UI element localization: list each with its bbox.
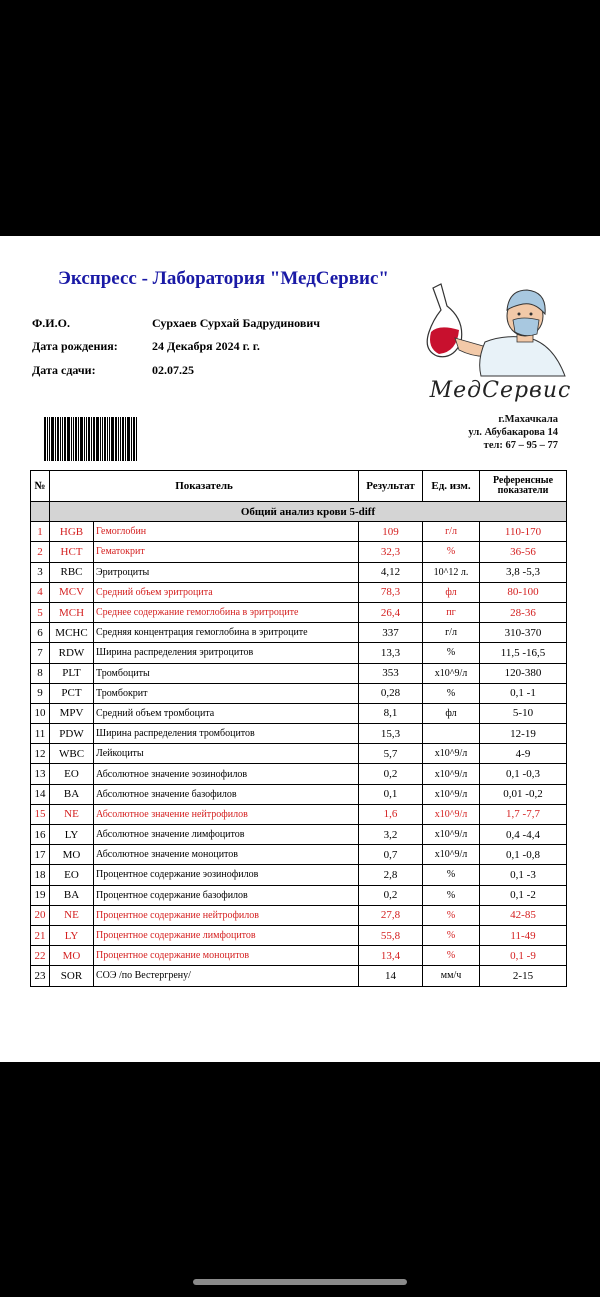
row-code: PLT [50, 663, 94, 683]
barcode-bar [55, 417, 56, 461]
row-indicator-name: Тромбокрит [94, 683, 359, 703]
header-unit: Ед. изм. [423, 471, 480, 502]
row-result: 26,4 [359, 602, 423, 622]
row-number: 19 [31, 885, 50, 905]
row-indicator-name: Абсолютное значение моноцитов [94, 845, 359, 865]
table-row [31, 825, 567, 845]
barcode-bar [96, 417, 99, 461]
barcode-bar [49, 417, 50, 461]
row-code: BA [50, 885, 94, 905]
row-code: MO [50, 845, 94, 865]
row-reference: 11-49 [480, 925, 567, 945]
row-result: 0,7 [359, 845, 423, 865]
row-code: LY [50, 925, 94, 945]
row-number: 7 [31, 643, 50, 663]
barcode-bar [118, 417, 119, 461]
row-reference: 3,8 -5,3 [480, 562, 567, 582]
row-number: 4 [31, 582, 50, 602]
section-spacer [31, 502, 50, 522]
table-row [31, 542, 567, 562]
row-number: 11 [31, 724, 50, 744]
row-code: LY [50, 825, 94, 845]
row-reference: 0,1 -2 [480, 885, 567, 905]
row-unit [423, 724, 480, 744]
row-reference: 120-380 [480, 663, 567, 683]
row-indicator-name: Тромбоциты [94, 663, 359, 683]
patient-dob-label: Дата рождения: [32, 339, 118, 353]
row-number: 21 [31, 925, 50, 945]
row-number: 12 [31, 744, 50, 764]
barcode-bar [125, 417, 126, 461]
row-code: BA [50, 784, 94, 804]
table-header-row [31, 471, 567, 502]
row-indicator-name: Среднее содержание гемоглобина в эритроците [94, 602, 359, 622]
table-row [31, 865, 567, 885]
row-code: SOR [50, 966, 94, 986]
header-reference: Референсные показатели [480, 471, 567, 502]
table-row [31, 623, 567, 643]
lab-title: Экспресс - Лаборатория "МедСервис" [58, 268, 389, 289]
row-indicator-name: Абсолютное значение лимфоцитов [94, 825, 359, 845]
row-unit: % [423, 925, 480, 945]
row-unit: х10^9/л [423, 804, 480, 824]
row-reference: 1,7 -7,7 [480, 804, 567, 824]
barcode-bar [104, 417, 106, 461]
row-number: 16 [31, 825, 50, 845]
header-number: № [31, 471, 50, 502]
row-result: 337 [359, 623, 423, 643]
row-unit: г/л [423, 522, 480, 542]
row-reference: 5-10 [480, 703, 567, 723]
row-code: HGB [50, 522, 94, 542]
row-indicator-name: Абсолютное значение базофилов [94, 784, 359, 804]
row-result: 0,2 [359, 885, 423, 905]
row-indicator-name: Процентное содержание нейтрофилов [94, 905, 359, 925]
table-row [31, 744, 567, 764]
table-row [31, 724, 567, 744]
row-code: PDW [50, 724, 94, 744]
row-unit: % [423, 946, 480, 966]
row-indicator-name: Лейкоциты [94, 744, 359, 764]
table-row [31, 925, 567, 945]
barcode-bar [133, 417, 135, 461]
barcode-bar [60, 417, 61, 461]
barcode-bar [64, 417, 66, 461]
row-indicator-name: СОЭ /по Вестергрену/ [94, 966, 359, 986]
row-result: 32,3 [359, 542, 423, 562]
row-result: 0,28 [359, 683, 423, 703]
row-code: WBC [50, 744, 94, 764]
row-reference: 36-56 [480, 542, 567, 562]
table-row [31, 703, 567, 723]
row-unit: фл [423, 703, 480, 723]
table-row [31, 522, 567, 542]
table-row [31, 885, 567, 905]
row-result: 55,8 [359, 925, 423, 945]
table-row [31, 643, 567, 663]
row-unit: г/л [423, 623, 480, 643]
barcode-bar [67, 417, 70, 461]
table-row [31, 845, 567, 865]
table-row [31, 966, 567, 986]
lab-report-sheet [0, 236, 600, 1062]
row-result: 3,2 [359, 825, 423, 845]
barcode-bar [131, 417, 132, 461]
row-code: EO [50, 764, 94, 784]
row-unit: % [423, 643, 480, 663]
row-result: 2,8 [359, 865, 423, 885]
row-number: 23 [31, 966, 50, 986]
row-reference: 80-100 [480, 582, 567, 602]
row-reference: 2-15 [480, 966, 567, 986]
row-indicator-name: Гемоглобин [94, 522, 359, 542]
row-code: EO [50, 865, 94, 885]
row-code: NE [50, 804, 94, 824]
row-number: 18 [31, 865, 50, 885]
sample-date-label: Дата сдачи: [32, 363, 96, 377]
row-unit: % [423, 865, 480, 885]
row-reference: 110-170 [480, 522, 567, 542]
results-table [30, 470, 567, 987]
lab-doctor-logo-illustration [425, 280, 570, 380]
row-indicator-name: Средняя концентрация гемоглобина в эритроците [94, 623, 359, 643]
barcode-bar [127, 417, 130, 461]
barcode-bar [88, 417, 90, 461]
row-result: 8,1 [359, 703, 423, 723]
barcode-bar [107, 417, 108, 461]
row-number: 17 [31, 845, 50, 865]
table-row [31, 663, 567, 683]
home-indicator[interactable] [193, 1279, 407, 1285]
barcode [44, 417, 148, 461]
barcode-bar [109, 417, 110, 461]
row-unit: фл [423, 582, 480, 602]
row-number: 10 [31, 703, 50, 723]
row-code: MO [50, 946, 94, 966]
row-number: 5 [31, 602, 50, 622]
row-unit: х10^9/л [423, 825, 480, 845]
row-unit: х10^9/л [423, 663, 480, 683]
row-unit: пг [423, 602, 480, 622]
row-result: 15,3 [359, 724, 423, 744]
row-unit: % [423, 542, 480, 562]
row-result: 1,6 [359, 804, 423, 824]
patient-dob: 24 Декабря 2024 г. г. [152, 339, 260, 353]
row-indicator-name: Процентное содержание моноцитов [94, 946, 359, 966]
table-row [31, 582, 567, 602]
row-reference: 0,4 -4,4 [480, 825, 567, 845]
table-row [31, 764, 567, 784]
barcode-bar [80, 417, 83, 461]
table-row [31, 683, 567, 703]
row-number: 2 [31, 542, 50, 562]
barcode-bar [120, 417, 121, 461]
barcode-bar [111, 417, 114, 461]
patient-name: Сурхаев Сурхай Бадрудинович [152, 316, 321, 330]
table-row [31, 562, 567, 582]
row-code: MCHC [50, 623, 94, 643]
row-unit: % [423, 885, 480, 905]
row-number: 6 [31, 623, 50, 643]
row-code: RDW [50, 643, 94, 663]
row-indicator-name: Гематокрит [94, 542, 359, 562]
barcode-bar [84, 417, 85, 461]
row-indicator-name: Средний объем эритроцита [94, 582, 359, 602]
row-number: 1 [31, 522, 50, 542]
row-reference: 0,1 -9 [480, 946, 567, 966]
row-result: 13,3 [359, 643, 423, 663]
row-result: 0,2 [359, 764, 423, 784]
table-row [31, 602, 567, 622]
table-row [31, 946, 567, 966]
row-code: RBC [50, 562, 94, 582]
row-reference: 11,5 -16,5 [480, 643, 567, 663]
row-indicator-name: Процентное содержание лимфоцитов [94, 925, 359, 945]
row-unit: х10^9/л [423, 784, 480, 804]
row-result: 4,12 [359, 562, 423, 582]
lab-address [440, 413, 558, 452]
row-code: HCT [50, 542, 94, 562]
row-unit: 10^12 л. [423, 562, 480, 582]
row-indicator-name: Процентное содержание базофилов [94, 885, 359, 905]
barcode-bar [57, 417, 59, 461]
row-number: 3 [31, 562, 50, 582]
sample-date: 02.07.25 [152, 363, 194, 377]
row-reference: 0,1 -0,8 [480, 845, 567, 865]
row-code: PCT [50, 683, 94, 703]
row-reference: 12-19 [480, 724, 567, 744]
row-number: 15 [31, 804, 50, 824]
row-result: 13,4 [359, 946, 423, 966]
row-result: 5,7 [359, 744, 423, 764]
row-reference: 0,1 -1 [480, 683, 567, 703]
row-indicator-name: Ширина распределения эритроцитов [94, 643, 359, 663]
row-indicator-name: Абсолютное значение нейтрофилов [94, 804, 359, 824]
lab-phone: тел: 67 – 95 – 77 [483, 440, 558, 451]
row-result: 0,1 [359, 784, 423, 804]
row-result: 353 [359, 663, 423, 683]
row-reference: 4-9 [480, 744, 567, 764]
barcode-bar [102, 417, 103, 461]
row-unit: х10^9/л [423, 845, 480, 865]
row-number: 22 [31, 946, 50, 966]
row-indicator-name: Абсолютное значение эозинофилов [94, 764, 359, 784]
barcode-bar [51, 417, 54, 461]
barcode-bar [91, 417, 92, 461]
barcode-bar [47, 417, 48, 461]
row-unit: х10^9/л [423, 764, 480, 784]
barcode-bar [75, 417, 77, 461]
brand-logo-text: МедСервис [429, 378, 572, 403]
section-title: Общий анализ крови 5-diff [50, 502, 567, 522]
row-number: 8 [31, 663, 50, 683]
row-number: 20 [31, 905, 50, 925]
row-number: 9 [31, 683, 50, 703]
table-row [31, 804, 567, 824]
table-row [31, 905, 567, 925]
lab-street: ул. Абубакарова 14 [468, 427, 558, 438]
header-indicator: Показатель [50, 471, 359, 502]
row-result: 14 [359, 966, 423, 986]
patient-name-label: Ф.И.О. [32, 316, 70, 330]
row-reference: 42-85 [480, 905, 567, 925]
row-result: 27,8 [359, 905, 423, 925]
row-unit: % [423, 683, 480, 703]
row-reference: 0,1 -0,3 [480, 764, 567, 784]
barcode-bar [136, 417, 137, 461]
row-number: 13 [31, 764, 50, 784]
row-indicator-name: Средний объем тромбоцита [94, 703, 359, 723]
row-indicator-name: Процентное содержание эозинофилов [94, 865, 359, 885]
barcode-bar [115, 417, 117, 461]
row-indicator-name: Ширина распределения тромбоцитов [94, 724, 359, 744]
row-code: MCH [50, 602, 94, 622]
row-code: NE [50, 905, 94, 925]
row-reference: 28-36 [480, 602, 567, 622]
barcode-bar [93, 417, 95, 461]
section-row [31, 502, 567, 522]
barcode-bar [86, 417, 87, 461]
row-unit: мм/ч [423, 966, 480, 986]
header-result: Результат [359, 471, 423, 502]
barcode-bar [100, 417, 101, 461]
barcode-bar [78, 417, 79, 461]
row-number: 14 [31, 784, 50, 804]
barcode-bar [122, 417, 124, 461]
barcode-bar [44, 417, 46, 461]
row-code: MPV [50, 703, 94, 723]
barcode-bar [71, 417, 72, 461]
row-indicator-name: Эритроциты [94, 562, 359, 582]
row-result: 78,3 [359, 582, 423, 602]
barcode-bar [62, 417, 63, 461]
barcode-bar [73, 417, 74, 461]
lab-city: г.Махачкала [498, 414, 558, 425]
row-unit: % [423, 905, 480, 925]
row-result: 109 [359, 522, 423, 542]
table-row [31, 784, 567, 804]
row-reference: 0,1 -3 [480, 865, 567, 885]
row-reference: 0,01 -0,2 [480, 784, 567, 804]
row-reference: 310-370 [480, 623, 567, 643]
row-code: MCV [50, 582, 94, 602]
row-unit: х10^9/л [423, 744, 480, 764]
